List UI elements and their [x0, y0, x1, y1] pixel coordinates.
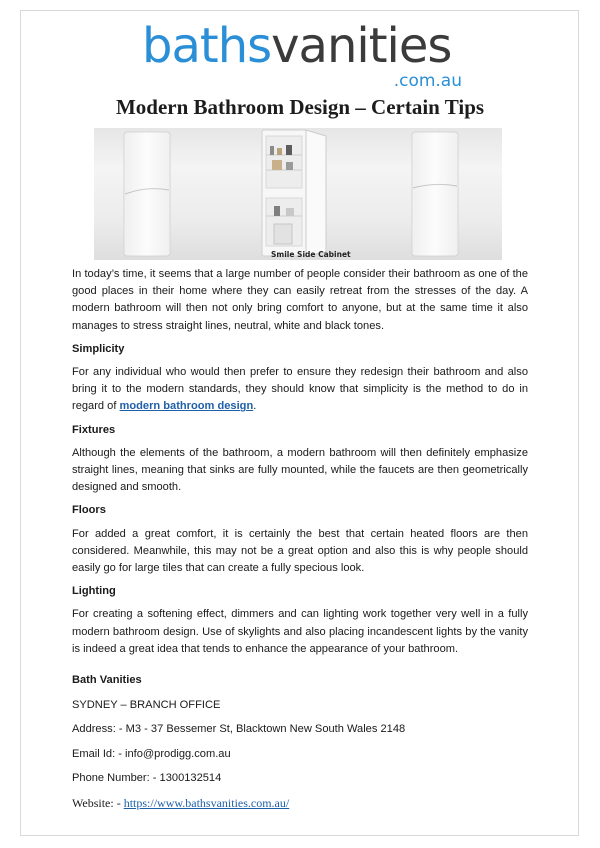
heading-lighting: Lighting: [72, 585, 116, 598]
website-line: [72, 795, 528, 820]
modern-bathroom-design-link[interactable]: modern bathroom design: [119, 400, 254, 413]
cabinet-right: [412, 132, 458, 256]
fixtures-paragraph: Although the elements of the bathroom, a modern bathroom will then definitely emphasize straight lines, meaning that sinks are fully mounted, while the faucets are then geometrically designed and smooth.: [72, 446, 528, 494]
brand-logo[interactable]: [142, 20, 462, 90]
website-link[interactable]: https://www.bathsvanities.com.au/: [123, 795, 290, 810]
phone-line: Phone Number: - 1300132514: [72, 772, 222, 784]
cabinet-illustration: [94, 128, 502, 260]
cabinet-left: [124, 132, 170, 256]
website-label: Website: -: [72, 795, 124, 810]
floors-paragraph: For added a great comfort, it is certainly the best that certain heated floors are then considered. Meanwhile, this may not be a great option and also this is why people should easily go for large tiles that can create a fully specious look.: [72, 527, 528, 575]
lighting-paragraph: For creating a softening effect, dimmers and can lighting work together very well in a fully modern bathroom design. Use of skylights and also placing incandescent lights by the vanity is indeed a great idea that tends to enhance the appearance of your bathroom.: [72, 608, 528, 655]
image-caption: Smile Side Cabinet: [271, 250, 351, 259]
simplicity-text-end: .: [253, 400, 257, 413]
contact-info: [72, 672, 528, 819]
branch-office: SYDNEY – BRANCH OFFICE: [72, 698, 221, 711]
heading-fixtures: Fixtures: [72, 423, 116, 436]
page-title: Modern Bathroom Design – Certain Tips: [115, 95, 485, 119]
logo-part-vanities: vanities: [271, 18, 452, 74]
heading-simplicity: Simplicity: [72, 342, 125, 355]
company-name: Bath Vanities: [72, 674, 142, 686]
logo-domain: .com.au: [393, 71, 462, 91]
logo-wordmark: [142, 20, 451, 72]
logo-part-baths: baths: [142, 18, 272, 74]
simplicity-text: For any individual who would then prefer to ensure they redesign their bathroom and also bring it to the modern standards, they should know that simplicity is the method to do in regard of: [72, 366, 528, 413]
cabinet-open: [262, 130, 326, 256]
article-body: [72, 266, 528, 658]
intro-paragraph: In today’s time, it seems that a large number of people consider their bathroom as one of the good places in their home where they can easily retreat from the stresses of the day. A modern bathroom will then not only bring comfort to anyone, but at the same time it also manages to stress straight lines, neutral, white and black tones.: [72, 268, 528, 332]
simplicity-paragraph: [72, 364, 528, 416]
heading-floors: Floors: [72, 504, 106, 517]
product-image: [94, 128, 502, 260]
address-line: Address: - M3 - 37 Bessemer St, Blacktown New South Wales 2148: [72, 723, 406, 735]
email-line: Email Id: - info@prodigg.com.au: [72, 747, 231, 760]
